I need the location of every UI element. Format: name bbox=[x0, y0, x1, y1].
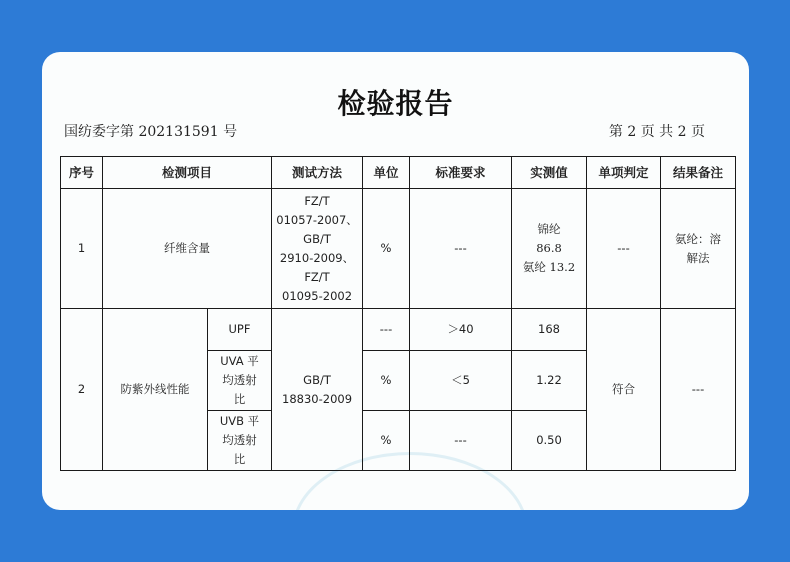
row2-item: 防紫外线性能 bbox=[103, 309, 208, 471]
table-row bbox=[61, 309, 736, 351]
row2-sub1-unit: --- bbox=[363, 309, 410, 351]
header-no: 序号 bbox=[61, 157, 103, 189]
row2-sub3-name: UVB 平 均透射 比 bbox=[208, 411, 272, 471]
row2-sub2-unit: % bbox=[363, 351, 410, 411]
row1-value: 锦纶 86.8 氨纶 13.2 bbox=[512, 189, 587, 309]
row1-method: FZ/T 01057-2007、 GB/T 2910-2009、 FZ/T 01095-2002 bbox=[272, 189, 363, 309]
table-header-row bbox=[61, 157, 736, 189]
row2-no: 2 bbox=[61, 309, 103, 471]
row1-unit: % bbox=[363, 189, 410, 309]
report-number: 国纺委字第 202131591 号 bbox=[64, 124, 238, 140]
header-value: 实测值 bbox=[512, 157, 587, 189]
header-requirement: 标准要求 bbox=[410, 157, 512, 189]
row2-sub1-value: 168 bbox=[512, 309, 587, 351]
header-item: 检测项目 bbox=[103, 157, 272, 189]
header-method: 测试方法 bbox=[272, 157, 363, 189]
inspection-table bbox=[60, 156, 736, 471]
row2-remark: --- bbox=[661, 309, 736, 471]
row1-remark: 氨纶：溶 解法 bbox=[661, 189, 736, 309]
table-row bbox=[61, 189, 736, 309]
row1-requirement: --- bbox=[410, 189, 512, 309]
row2-sub1-name: UPF bbox=[208, 309, 272, 351]
report-card bbox=[42, 52, 749, 510]
row2-sub1-requirement: ＞40 bbox=[410, 309, 512, 351]
row1-judgement: --- bbox=[587, 189, 661, 309]
row2-sub3-value: 0.50 bbox=[512, 411, 587, 471]
header-remark: 结果备注 bbox=[661, 157, 736, 189]
row2-judgement: 符合 bbox=[587, 309, 661, 471]
row2-method: GB/T 18830-2009 bbox=[272, 309, 363, 471]
row2-sub3-unit: % bbox=[363, 411, 410, 471]
row2-sub2-requirement: ＜5 bbox=[410, 351, 512, 411]
row2-sub3-requirement: --- bbox=[410, 411, 512, 471]
page-number: 第 2 页 共 2 页 bbox=[608, 124, 705, 140]
report-title: 检验报告 bbox=[337, 87, 454, 120]
row1-no: 1 bbox=[61, 189, 103, 309]
row1-item: 纤维含量 bbox=[103, 189, 272, 309]
header-unit: 单位 bbox=[363, 157, 410, 189]
row2-sub2-value: 1.22 bbox=[512, 351, 587, 411]
header-judgement: 单项判定 bbox=[587, 157, 661, 189]
row2-sub2-name: UVA 平 均透射 比 bbox=[208, 351, 272, 411]
